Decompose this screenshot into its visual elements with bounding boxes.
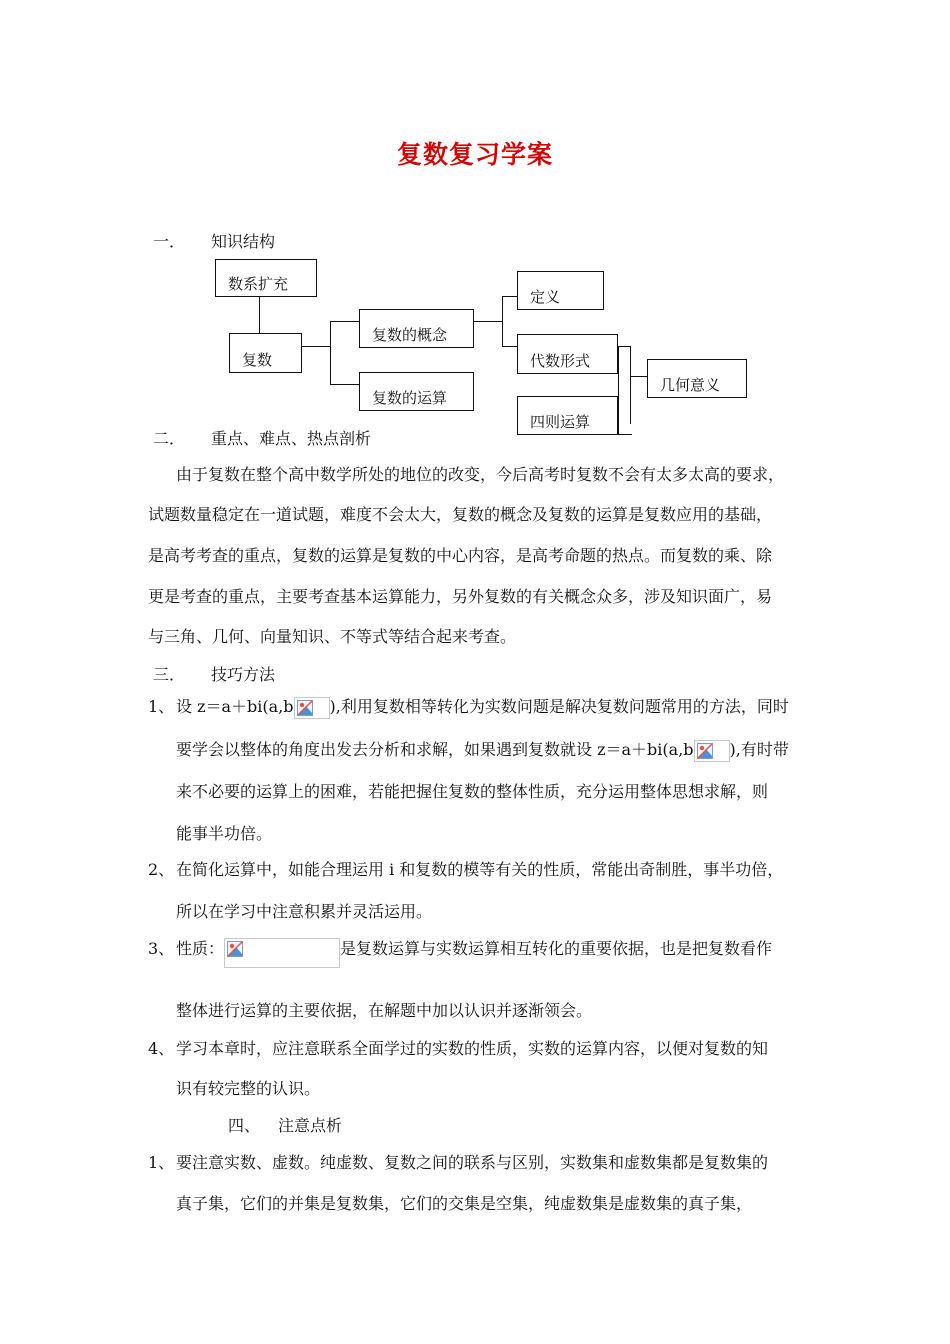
connector-line bbox=[618, 346, 630, 347]
section-1-number: 一． bbox=[153, 232, 186, 251]
section-3-number: 三． bbox=[153, 665, 186, 684]
node-daishu-xingshi bbox=[517, 334, 618, 374]
node-fushu-gainian bbox=[359, 309, 474, 348]
connector-line bbox=[618, 434, 632, 435]
section-4-heading: 注意点析 bbox=[278, 1116, 343, 1135]
connector-line bbox=[630, 376, 647, 377]
node-label: 复数的概念 bbox=[372, 326, 448, 344]
paragraph-line: 与三角、几何、向量知识、不等式等结合起来考查。 bbox=[148, 627, 517, 646]
node-dingyi bbox=[517, 271, 604, 310]
connector-line bbox=[330, 321, 331, 384]
list-item-line: 要注意实数、虚数。纯虚数、复数之间的联系与区别，实数集和虚数集都是复数集的 bbox=[176, 1153, 769, 1172]
list-item-line: 来不必要的运算上的困难，若能把握住复数的整体性质，充分运用整体思想求解，则 bbox=[176, 782, 769, 801]
connector-line bbox=[618, 346, 619, 434]
node-jihe-yiyi bbox=[647, 359, 747, 398]
node-label: 复数 bbox=[242, 351, 273, 369]
connector-line bbox=[502, 296, 517, 297]
list-item-number: 4、 bbox=[148, 1039, 175, 1058]
list-item-number: 1、 bbox=[148, 697, 175, 716]
list-item-line: 识有较完整的认识。 bbox=[176, 1079, 321, 1098]
text-segment: 设 z＝a＋bi(a,b bbox=[176, 697, 294, 716]
list-item-line: 所以在学习中注意积累并灵活运用。 bbox=[176, 902, 433, 921]
list-item-number: 2、 bbox=[148, 860, 175, 879]
paragraph-line: 更是考查的重点，主要考查基本运算能力，另外复数的有关概念众多，涉及知识面广，易 bbox=[148, 587, 773, 606]
node-fushu bbox=[229, 333, 302, 373]
list-item-number: 1、 bbox=[148, 1153, 175, 1172]
node-label: 代数形式 bbox=[530, 352, 591, 370]
paragraph-line: 由于复数在整个高中数学所处的地位的改变，今后高考时复数不会有太多太高的要求， bbox=[176, 465, 785, 484]
section-2-number: 二． bbox=[153, 429, 186, 448]
broken-formula-image-icon bbox=[694, 740, 730, 762]
connector-line bbox=[473, 321, 503, 322]
node-size-yunsuan bbox=[517, 396, 618, 435]
paragraph-line: 是高考考查的重点，复数的运算是复数的中心内容，是高考命题的热点。而复数的乘、除 bbox=[148, 546, 773, 565]
node-label: 数系扩充 bbox=[228, 275, 289, 293]
text-segment: 性质： bbox=[176, 939, 225, 958]
section-2-heading: 重点、难点、热点剖析 bbox=[211, 429, 372, 448]
list-item-number: 3、 bbox=[148, 939, 175, 958]
node-fushu-yunsuan bbox=[359, 372, 474, 411]
broken-formula-image-icon bbox=[294, 697, 330, 719]
node-label: 定义 bbox=[530, 288, 561, 306]
section-4-number: 四、 bbox=[228, 1116, 261, 1135]
connector-line bbox=[330, 321, 359, 322]
node-label: 四则运算 bbox=[530, 413, 591, 431]
text-segment: 要学会以整体的角度出发去分析和求解，如果遇到复数就设 z＝a＋bi(a,b bbox=[176, 740, 694, 759]
connector-line bbox=[502, 346, 517, 347]
text-segment: 是复数运算与实数运算相互转化的重要依据，也是把复数看作 bbox=[340, 939, 773, 958]
list-item-line: 学习本章时，应注意联系全面学过的实数的性质，实数的运算内容，以便对复数的知 bbox=[176, 1039, 769, 1058]
section-1-heading: 知识结构 bbox=[211, 232, 276, 251]
section-3-heading: 技巧方法 bbox=[211, 665, 276, 684]
node-shuxi-kuochong bbox=[215, 259, 317, 297]
connector-line bbox=[330, 384, 359, 385]
list-item-line: 在简化运算中，如能合理运用 i 和复数的模等有关的性质，常能出奇制胜，事半功倍， bbox=[176, 860, 784, 879]
node-label: 几何意义 bbox=[660, 376, 721, 394]
list-item-line: 整体进行运算的主要依据，在解题中加以认识并逐渐领会。 bbox=[176, 1001, 593, 1020]
connector-line bbox=[630, 346, 631, 424]
list-item-line bbox=[176, 694, 789, 719]
list-item-line bbox=[176, 936, 772, 968]
connector-line bbox=[259, 296, 260, 334]
node-label: 复数的运算 bbox=[372, 389, 448, 407]
text-segment: ),有时带 bbox=[729, 740, 789, 759]
text-segment: ),利用复数相等转化为实数问题是解决复数问题常用的方法，同时 bbox=[329, 697, 789, 716]
connector-line bbox=[502, 296, 503, 346]
paragraph-line: 试题数量稳定在一道试题，难度不会太大，复数的概念及复数的运算是复数应用的基础， bbox=[148, 505, 773, 524]
list-item-line bbox=[176, 737, 789, 762]
broken-formula-image-icon bbox=[224, 938, 340, 968]
connector-line bbox=[301, 346, 331, 347]
list-item-line: 能事半功倍。 bbox=[176, 824, 273, 843]
list-item-line: 真子集，它们的并集是复数集，它们的交集是空集，纯虚数集是虚数集的真子集， bbox=[176, 1194, 753, 1213]
page-title: 复数复习学案 bbox=[396, 140, 553, 169]
